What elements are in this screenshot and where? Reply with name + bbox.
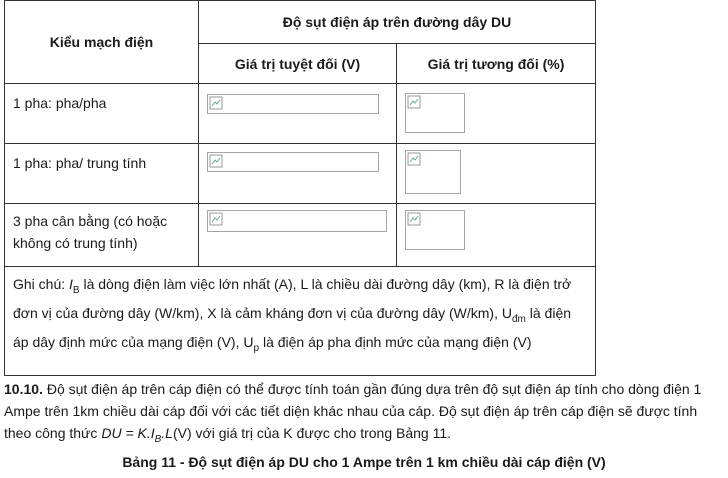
formula-image: [207, 94, 379, 114]
formula: DU = $K.I_B.L$: [101, 425, 173, 445]
header-circuit-type: Kiểu mạch điện: [5, 1, 199, 84]
table-row: [5, 84, 596, 144]
formula-image: [207, 210, 387, 232]
broken-image-icon: [209, 154, 223, 168]
table-caption: Bảng 11 - Độ sụt điện áp DU cho 1 Ampe trên 1 km chiều dài cáp điện (V): [122, 454, 606, 470]
broken-image-icon: [209, 212, 223, 226]
body-paragraph: 10.10. Độ sụt điện áp trên cáp điện có thể được tính toán gần đúng dựa trên độ sụt điện áp tính cho dòng điện 1 Ampe trên 1km chiều dài cáp đối với các tiết diện khác nhau của cáp. Độ sụt điện áp trên cáp điện sẽ được tính theo công thức DU = $K.I_B.L(V)$ với giá trị của K được cho trong Bảng 11.: [4, 381, 702, 445]
formula-image: [405, 93, 465, 133]
voltage-drop-table: [4, 0, 596, 376]
header-voltage-drop: Độ sụt điện áp trên đường dây DU: [199, 1, 596, 44]
table-note: Ghi chú: $I_B$ là dòng điện làm việc lớn nhất (A), L là chiều dài đường dây (km), R là điện trở đơn vị của đường dây (W/km), X là cảm kháng đơn vị của đường dây (W/km), $U_{đm}$ là điện áp dây định mức của mạng điện (V), $U_p$ là điện áp pha định mức của mạng điện (V): [5, 267, 596, 376]
section-number: 10.10.: [4, 381, 43, 397]
formula-image: [207, 152, 379, 172]
formula-image: [405, 150, 461, 194]
formula-image: [405, 210, 465, 250]
broken-image-icon: [407, 212, 421, 226]
header-absolute-value: Giá trị tuyệt đối (V): [199, 44, 397, 84]
table-row: [5, 204, 596, 267]
row-label: 1 pha: pha/pha: [13, 95, 107, 111]
row-label: 1 pha: pha/ trung tính: [13, 155, 147, 171]
broken-image-icon: [209, 96, 223, 110]
broken-image-icon: [407, 95, 421, 109]
row-label: 3 pha cân bằng (có hoặc không có trung tính): [13, 213, 168, 251]
table-note-row: [5, 267, 596, 376]
broken-image-icon: [407, 152, 421, 166]
header-relative-value: Giá trị tương đối (%): [397, 44, 596, 84]
table-row: [5, 144, 596, 204]
